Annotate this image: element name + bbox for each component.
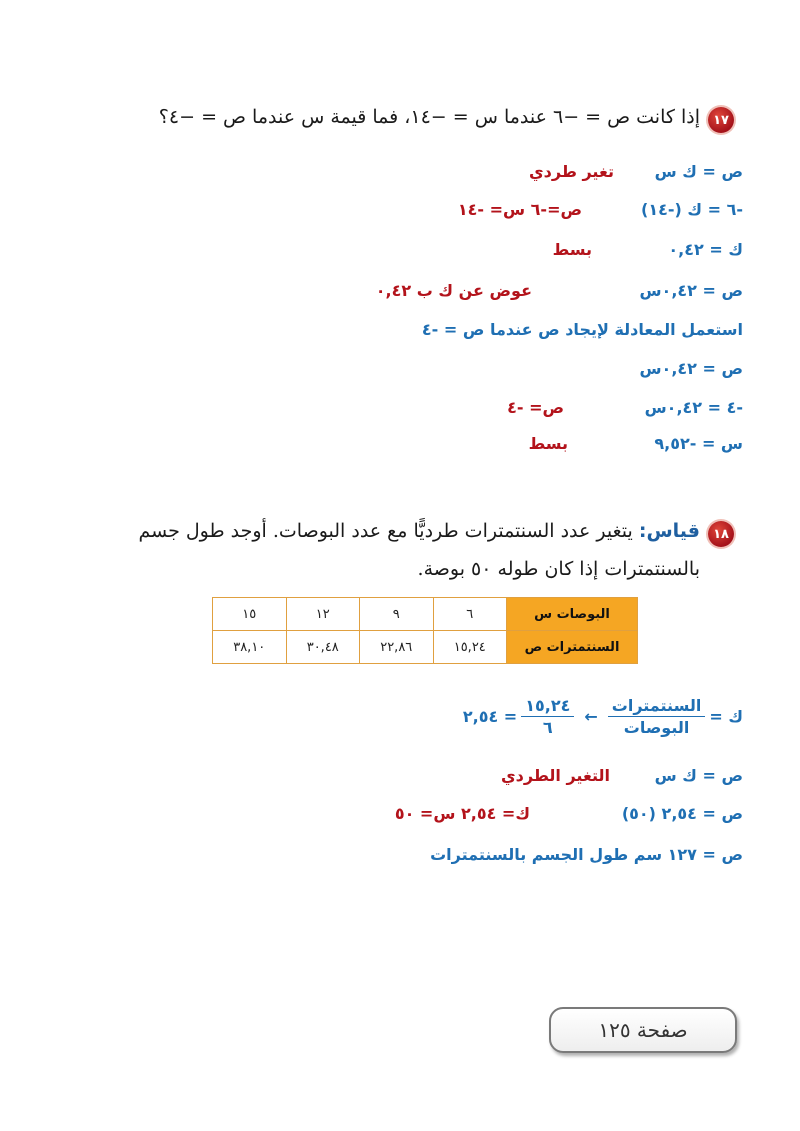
- table-row-header: السنتمترات ص: [507, 631, 638, 664]
- q17-line-1-note: تغير طردي: [529, 162, 614, 181]
- table-cell: ١٢: [286, 598, 360, 631]
- table-row: [213, 598, 638, 631]
- question-number-badge: [708, 107, 734, 133]
- k-label: ك =: [709, 707, 743, 726]
- table-cell: ١٥: [213, 598, 287, 631]
- question-number: ١٧: [713, 112, 729, 128]
- question-18-text-1: يتغير عدد السنتمترات طرديًّا مع عدد البوصات. أوجد طول جسم: [138, 520, 633, 542]
- q17-line-5-instruction: استعمل المعادلة لإيجاد ص عندما ص = -٤: [421, 320, 743, 339]
- q17-line-3-equation: ك = ٠,٤٢: [668, 240, 743, 259]
- q17-line-1-equation: ص = ك س: [654, 162, 743, 181]
- q18-line-2-equation: ص = ٢,٥٤ (٥٠): [621, 804, 743, 823]
- q18-line-1-note: التغير الطردي: [500, 766, 610, 785]
- table-cell: ١٥,٢٤: [433, 631, 507, 664]
- q18-line-2-note: ك= ٢,٥٤ س= ٥٠: [394, 804, 530, 823]
- table-cell: ٢٢,٨٦: [360, 631, 434, 664]
- q17-line-8-equation: س = -٩,٥٢: [654, 434, 743, 453]
- table-cell: ٣٠,٤٨: [286, 631, 360, 664]
- q17-line-8-note: بسط: [528, 434, 568, 453]
- q17-line-2-equation: -٦ = ك (-١٤): [641, 200, 743, 219]
- fraction-numerator: السنتمترات: [608, 696, 706, 717]
- fraction-denominator: البوصات: [623, 718, 690, 737]
- table-row-header: البوصات س: [507, 598, 638, 631]
- value-fraction: [521, 696, 574, 737]
- question-number-badge: [708, 521, 734, 547]
- q17-line-3-note: بسط: [552, 240, 592, 259]
- question-keyword: قياس:: [638, 520, 700, 542]
- q18-line-3-answer: ص = ١٢٧ سم طول الجسم بالسنتمترات: [430, 845, 743, 864]
- question-18-line-1: [138, 520, 700, 542]
- q17-line-7-equation: -٤ = ٠,٤٢س: [644, 398, 743, 417]
- fraction-denominator: ٦: [542, 718, 553, 737]
- table-cell: ٦: [433, 598, 507, 631]
- q17-line-6-equation: ص = ٠,٤٢س: [639, 359, 743, 378]
- table-cell: ٩: [360, 598, 434, 631]
- question-number: ١٨: [713, 526, 729, 542]
- inches-cm-table: [212, 597, 638, 664]
- arrow-icon: ←: [584, 707, 598, 726]
- q18-k-line: [463, 696, 743, 737]
- unit-fraction: [608, 696, 706, 737]
- fraction-numerator: ١٥,٢٤: [521, 696, 574, 717]
- q17-line-2-note: ص=-٦ س= -١٤: [457, 200, 582, 219]
- k-result: = ٢,٥٤: [462, 707, 518, 726]
- q17-line-7-note: ص= -٤: [507, 398, 564, 417]
- q17-line-4-equation: ص = ٠,٤٢س: [639, 281, 743, 300]
- q18-line-1-equation: ص = ك س: [654, 766, 743, 785]
- page-number: صفحة ١٢٥: [598, 1018, 688, 1042]
- question-18-line-2: بالسنتمترات إذا كان طوله ٥٠ بوصة.: [417, 558, 700, 580]
- table-row: [213, 631, 638, 664]
- q17-line-4-note: عوض عن ك ب ٠,٤٢: [375, 281, 532, 300]
- question-17-text: إذا كانت ص = −٦ عندما س = −١٤، فما قيمة س عندما ص = −٤؟: [158, 106, 700, 128]
- table-cell: ٣٨,١٠: [213, 631, 287, 664]
- page-number-box: [549, 1007, 737, 1053]
